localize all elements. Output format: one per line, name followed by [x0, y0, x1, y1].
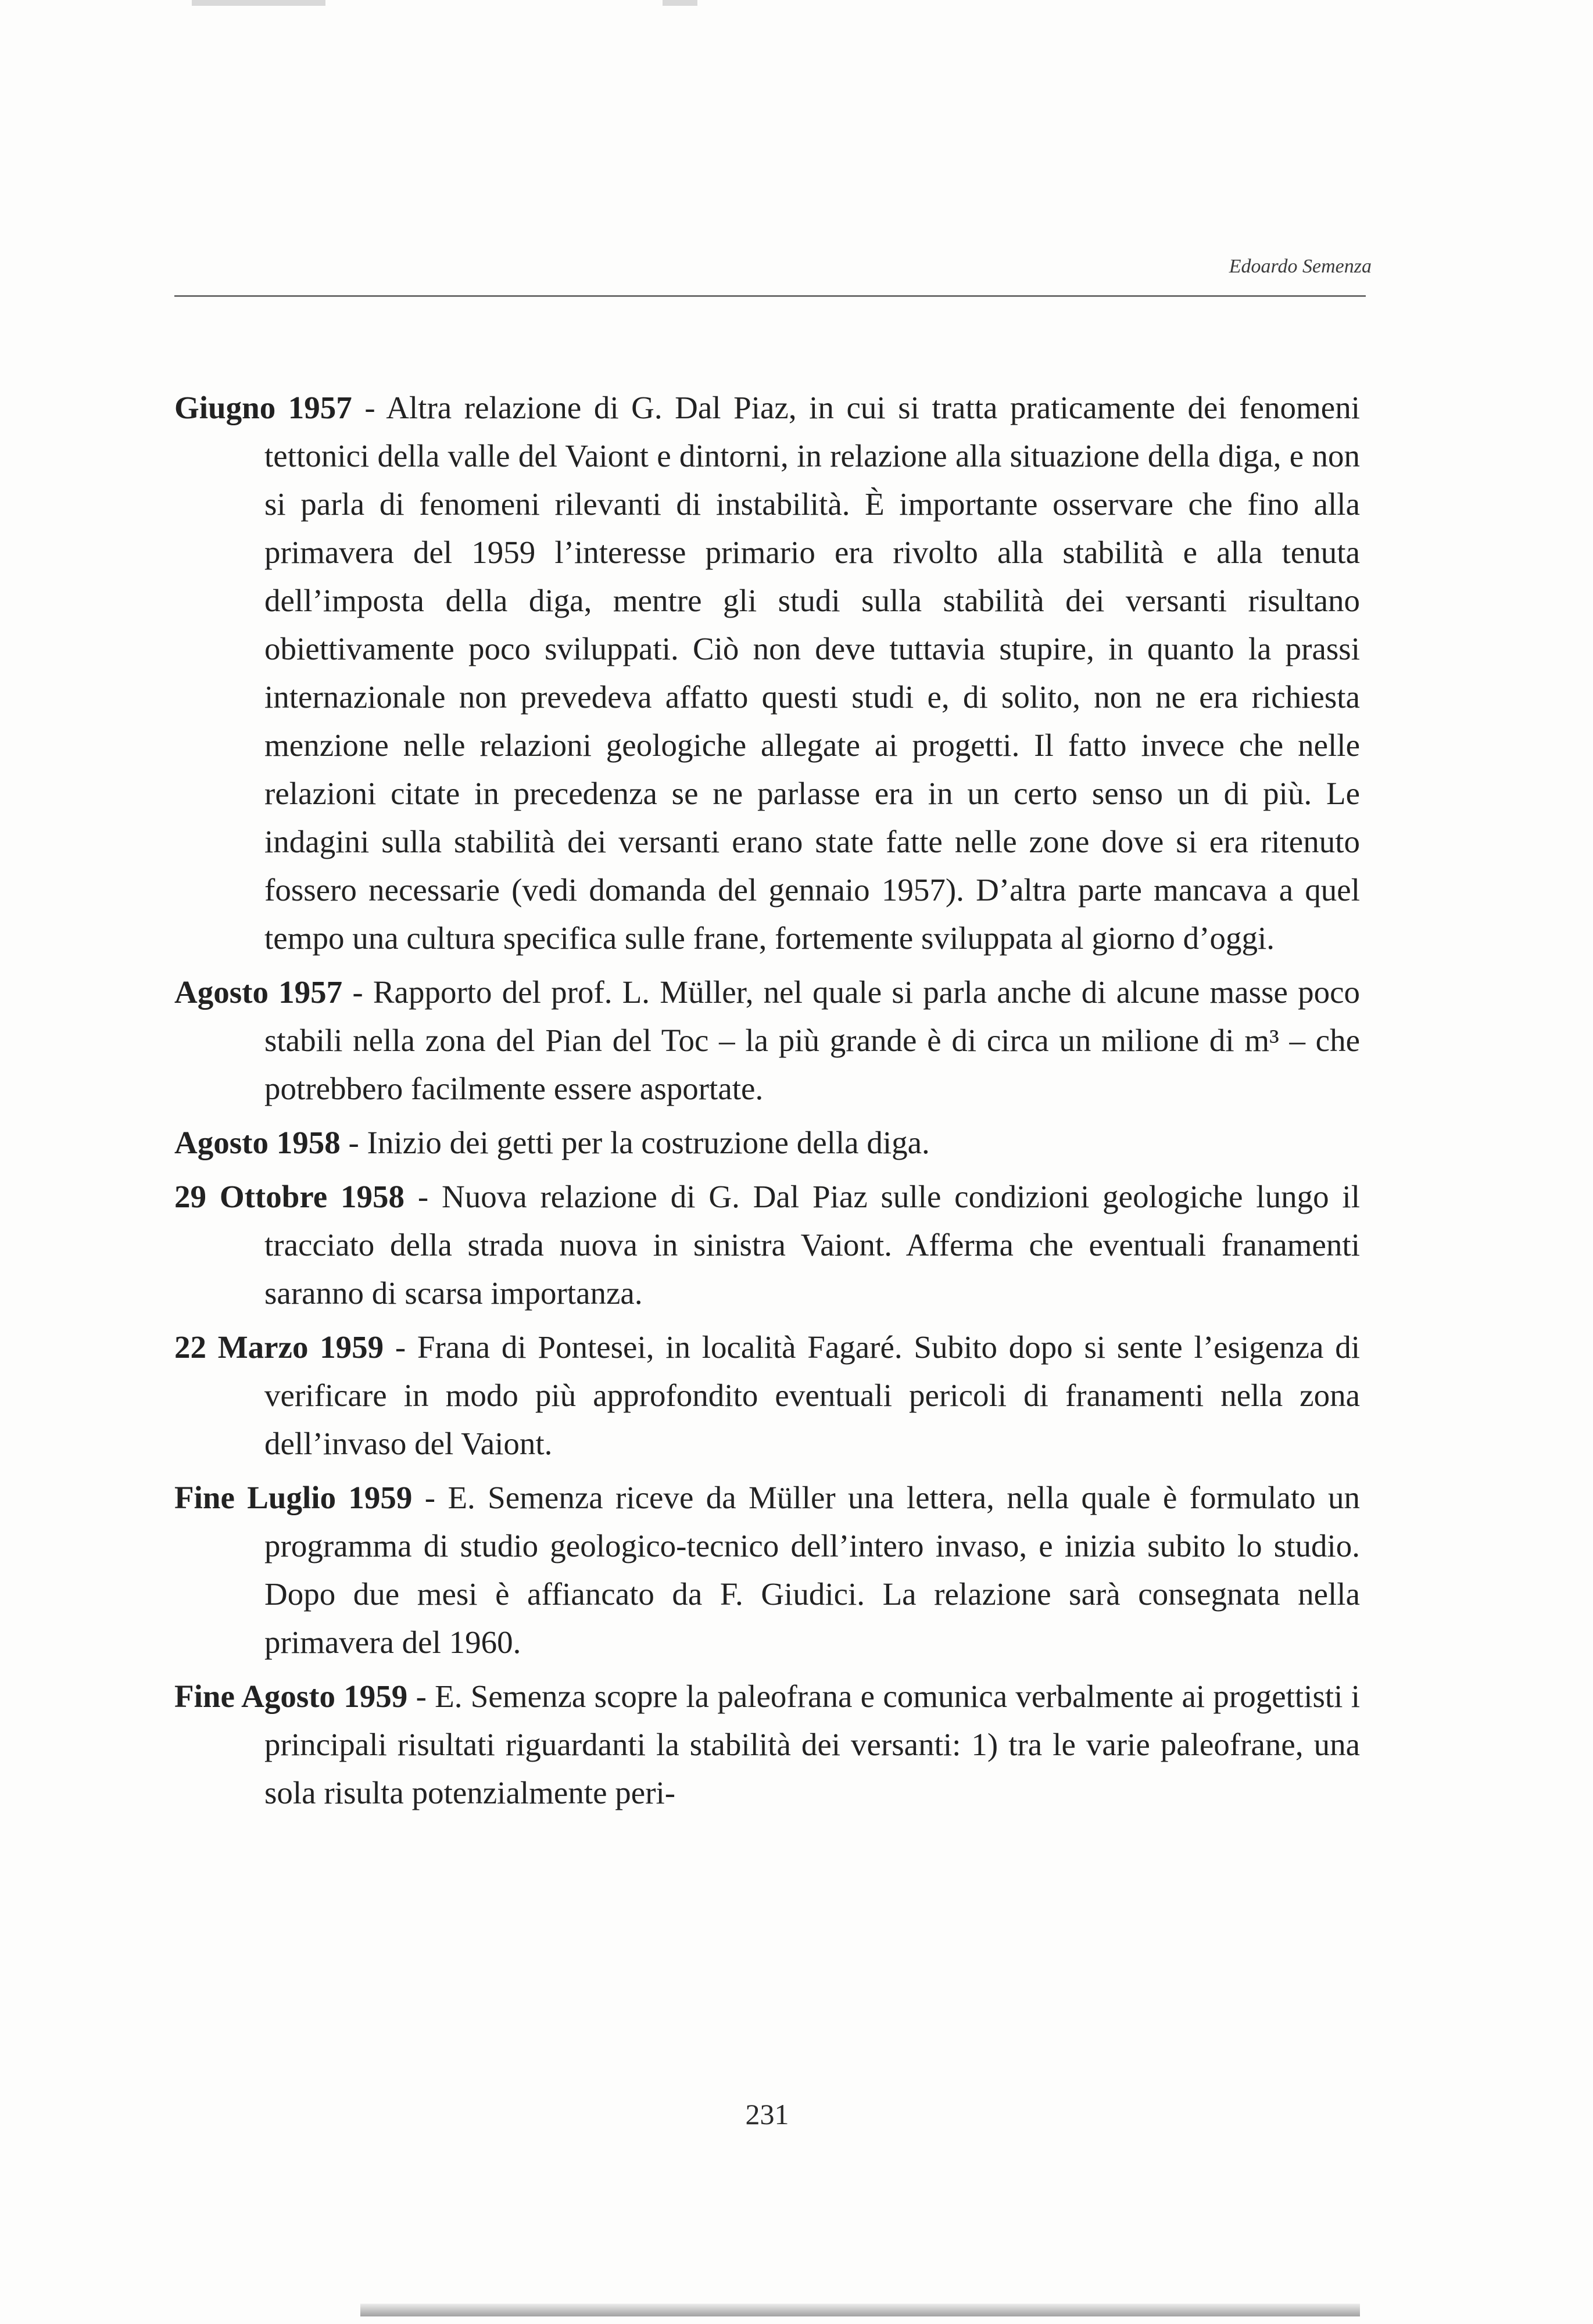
entry-text: Frana di Pontesei, in località Fagaré. Subito dopo si sente l’esigenza di verificare in modo più approfondito eventuali pericoli di franamenti nella zona dell’invaso del Vaiont. [264, 1329, 1360, 1461]
entry-date: Fine Agosto 1959 [174, 1679, 408, 1714]
entry-separator: - [404, 1179, 442, 1214]
entry-separator: - [384, 1329, 417, 1365]
entry-date: Fine Luglio 1959 [174, 1480, 413, 1515]
chronology-entry [174, 1672, 1360, 1817]
entry-separator: - [352, 390, 386, 425]
entry-separator: - [340, 1125, 367, 1160]
entry-separator: - [342, 974, 373, 1010]
entry-date: 29 Ottobre 1958 [174, 1179, 404, 1214]
entry-date: Agosto 1957 [174, 974, 343, 1010]
chronology-entry [174, 383, 1360, 962]
scan-edge-strip [360, 2304, 1360, 2316]
entry-text: E. Semenza riceve da Müller una lettera, nella quale è formulato un programma di studio geologico-tecnico dell’intero invaso, e inizia subito lo studio. Dopo due mesi è affiancato da F. Giudici. La relazione sarà consegnata nella primavera del 1960. [264, 1480, 1360, 1660]
page-number: 231 [745, 2098, 789, 2131]
scan-artifact [663, 0, 697, 6]
chronology-entry [174, 1172, 1360, 1317]
running-head: Edoardo Semenza [1229, 256, 1372, 277]
entry-date: 22 Marzo 1959 [174, 1329, 384, 1365]
entry-text: Nuova relazione di G. Dal Piaz sulle condizioni geologiche lungo il tracciato della strada nuova in sinistra Vaiont. Afferma che eventuali franamenti saranno di scarsa importanza. [264, 1179, 1360, 1311]
entry-text: Inizio dei getti per la costruzione della diga. [367, 1125, 930, 1160]
entry-text: Rapporto del prof. L. Müller, nel quale si parla anche di alcune masse poco stabili nella zona del Pian del Toc – la più grande è di circa un milione di m³ – che potrebbero facilmente essere asportate. [264, 974, 1360, 1106]
chronology-entry [174, 1118, 1360, 1167]
scan-artifact [192, 0, 325, 6]
chronology-entry [174, 1473, 1360, 1666]
entry-text: E. Semenza scopre la paleofrana e comunica verbalmente ai progettisti i principali risultati riguardanti la stabilità dei versanti: 1) tra le varie paleofrane, una sola risulta potenzialmente peri- [264, 1679, 1360, 1810]
entry-separator: - [412, 1480, 448, 1515]
entry-date: Agosto 1958 [174, 1125, 341, 1160]
entry-date: Giugno 1957 [174, 390, 352, 425]
chronology-entry [174, 968, 1360, 1113]
header-rule [174, 295, 1366, 297]
chronology-text [174, 383, 1360, 1823]
chronology-entry [174, 1323, 1360, 1468]
entry-text: Altra relazione di G. Dal Piaz, in cui si tratta praticamente dei fenomeni tettonici della valle del Vaiont e dintorni, in relazione alla situazione della diga, e non si parla di fenomeni rilevanti di instabilità. È importante osservare che fino alla primavera del 1959 l’interesse primario era rivolto alla stabilità e alla tenuta dell’imposta della diga, mentre gli studi sulla stabilità dei versanti risultano obiettivamente poco sviluppati. Ciò non deve tuttavia stupire, in quanto la prassi internazionale non prevedeva affatto questi studi e, di solito, non ne era richiesta menzione nelle relazioni geologiche allegate ai progetti. Il fatto invece che nelle relazioni citate in precedenza se ne parlasse era in un certo senso un di più. Le indagini sulla stabilità dei versanti erano state fatte nelle zone dove si era ritenuto fossero necessarie (vedi domanda del gennaio 1957). D’altra parte mancava a quel tempo una cultura specifica sulle frane, fortemente sviluppata al giorno d’oggi. [264, 390, 1360, 956]
entry-separator: - [407, 1679, 435, 1714]
